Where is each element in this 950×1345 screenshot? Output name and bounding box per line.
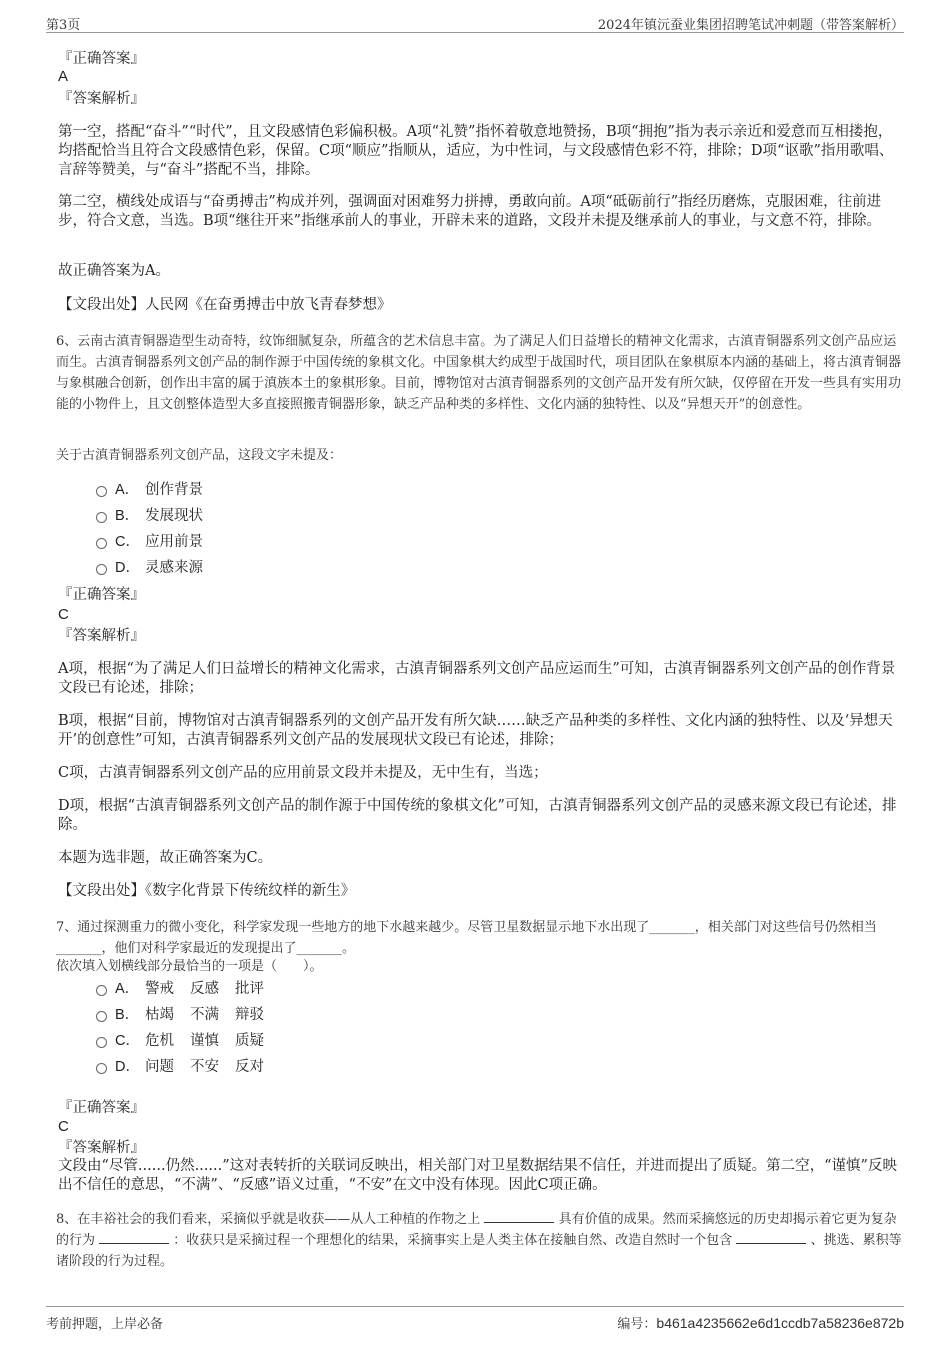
analysis-label: 『答案解析』 bbox=[58, 628, 145, 644]
option-d[interactable]: D． 灵感来源 bbox=[96, 559, 203, 577]
question-prompt: 依次填入划横线部分最恰当的一项是（ ）。 bbox=[56, 959, 323, 974]
question-stem: 6、云南古滇青铜器造型生动奇特，纹饰细腻复杂，所蕴含的艺术信息丰富。为了满足人们日益增长的精神文化需求，古滇青铜器系列文创产品应运而生。古滇青铜器系列文创产品的制作源于中国传统的象棋文化。中国象棋大约成型于战国时代，项目团队在象棋原本内涵的基础上，将古滇青铜器与象棋融合创新，创作出丰富的属于滇族本土的象棋形象。目前，博物馆对古滇青铜器系列的文创产品开发有所欠缺，仅停留在开发一些具有实用功能的小物件上，且文创整体造型大多直接照搬青铜器形象，缺乏产品种类的多样性、文化内涵的独特性、以及“异想天开”的创意性。 bbox=[56, 334, 902, 412]
footer-slogan: 考前押题，上岸必备 bbox=[46, 1317, 164, 1332]
option-a[interactable]: A． 警戒 反感 批评 bbox=[96, 980, 280, 998]
option-b[interactable]: B． 枯竭 不满 辩驳 bbox=[96, 1006, 280, 1024]
analysis-conclusion: 本题为选非题，故正确答案为C。 bbox=[58, 850, 273, 866]
analysis-paragraph: 第一空，搭配“奋斗”“时代”，且文段感情色彩偏积极。A项“礼赞”指怀着敬意地赞扬，B项“拥抱”指为表示亲近和爱意而互相搂抱，均搭配恰当且符合文段感情色彩，保留。C项“顺应”指顺从，适应，为中性词，与文段感情色彩不符，排除；D项“讴歌”指用歌唱、言辞等赞美，与“奋斗”搭配不当，排除。 bbox=[58, 124, 894, 178]
page-number: 第3页 bbox=[46, 18, 81, 33]
analysis-conclusion: 故正确答案为A。 bbox=[58, 263, 170, 279]
answer-label: 『正确答案』 bbox=[58, 587, 145, 603]
answer-value: C bbox=[58, 606, 69, 623]
analysis-paragraph: A项，根据“为了满足人们日益增长的精神文化需求，古滇青铜器系列文创产品应运而生”可知，古滇青铜器系列文创产品的创作背景文段已有论述，排除； bbox=[58, 661, 896, 696]
radio-icon[interactable] bbox=[96, 538, 107, 549]
analysis-label: 『答案解析』 bbox=[58, 91, 145, 107]
radio-icon[interactable] bbox=[96, 1063, 107, 1074]
document-title: 2024年镇沅蚕业集团招聘笔试冲刺题（带答案解析） bbox=[597, 18, 904, 33]
fill-blank bbox=[99, 1231, 169, 1244]
radio-icon[interactable] bbox=[96, 564, 107, 575]
radio-icon[interactable] bbox=[96, 1037, 107, 1048]
analysis-label: 『答案解析』 bbox=[58, 1140, 145, 1156]
radio-icon[interactable] bbox=[96, 512, 107, 523]
question-prompt: 关于古滇青铜器系列文创产品，这段文字未提及： bbox=[56, 448, 343, 463]
answer-value: C bbox=[58, 1118, 69, 1135]
option-c[interactable]: C． 危机 谨慎 质疑 bbox=[96, 1032, 280, 1050]
option-d[interactable]: D． 问题 不安 反对 bbox=[96, 1058, 280, 1076]
fill-blank bbox=[736, 1231, 806, 1244]
analysis-paragraph: C项，古滇青铜器系列文创产品的应用前景文段并未提及，无中生有，当选； bbox=[58, 765, 548, 781]
answer-label: 『正确答案』 bbox=[58, 1100, 145, 1116]
document-id: 编号：b461a4235662e6d1ccdb7a58236e872b bbox=[617, 1315, 904, 1332]
answer-value: A bbox=[58, 68, 69, 85]
radio-icon[interactable] bbox=[96, 985, 107, 996]
option-b[interactable]: B． 发展现状 bbox=[96, 507, 203, 525]
answer-label: 『正确答案』 bbox=[58, 51, 145, 67]
source-citation: 【文段出处】《数字化背景下传统纹样的新生》 bbox=[58, 883, 356, 899]
page-footer bbox=[46, 1306, 904, 1331]
radio-icon[interactable] bbox=[96, 486, 107, 497]
analysis-paragraph: 文段由“尽管......仍然......”这对表转折的关联词反映出，相关部门对卫星数据结果不信任，并进而提出了质疑。第二空，“谨慎”反映出不信任的意思，“不满”、“反感”语义过重，“不安”在文中没有体现。因此C项正确。 bbox=[58, 1158, 897, 1193]
fill-blank bbox=[484, 1210, 554, 1223]
page-header bbox=[46, 12, 904, 33]
analysis-paragraph: B项，根据“目前，博物馆对古滇青铜器系列的文创产品开发有所欠缺……缺乏产品种类的多样性、文化内涵的独特性、以及‘异想天开’的创意性”可知，古滇青铜器系列文创产品的发展现状文段已有论述，排除； bbox=[58, 713, 893, 748]
source-citation: 【文段出处】人民网《在奋勇搏击中放飞青春梦想》 bbox=[58, 297, 392, 313]
radio-icon[interactable] bbox=[96, 1011, 107, 1022]
analysis-paragraph: 第二空，横线处成语与“奋勇搏击”构成并列，强调面对困难努力拼搏，勇敢向前。A项“砥砺前行”指经历磨炼，克服困难，往前进步，符合文意，当选。B项“继往开来”指继承前人的事业，开辟未来的道路，文段并未提及继承前人的事业，与文意不符，排除。 bbox=[58, 194, 882, 229]
question-stem: 8、在丰裕社会的我们看来，采摘似乎就是收获——从人工种植的作物之上 具有价值的成果。然而采摘悠远的历史却揭示着它更为复杂的行为 ：收获只是采摘过程一个理想化的结果，采摘事实上是人类主体在接触自然、改造自然时一个包含 、挑选、累积等诸阶段的行为过程。 bbox=[56, 1212, 902, 1269]
option-c[interactable]: C． 应用前景 bbox=[96, 533, 203, 551]
question-stem: 7、通过探测重力的微小变化，科学家发现一些地方的地下水越来越少。尽管卫星数据显示地下水出现了_______，相关部门对这些信号仍然相当_______，他们对科学家最近的发现提出了_______。 bbox=[56, 920, 877, 956]
analysis-paragraph: D项，根据“古滇青铜器系列文创产品的制作源于中国传统的象棋文化”可知，古滇青铜器系列文创产品的灵感来源文段已有论述，排除。 bbox=[58, 798, 897, 833]
option-a[interactable]: A． 创作背景 bbox=[96, 481, 203, 499]
